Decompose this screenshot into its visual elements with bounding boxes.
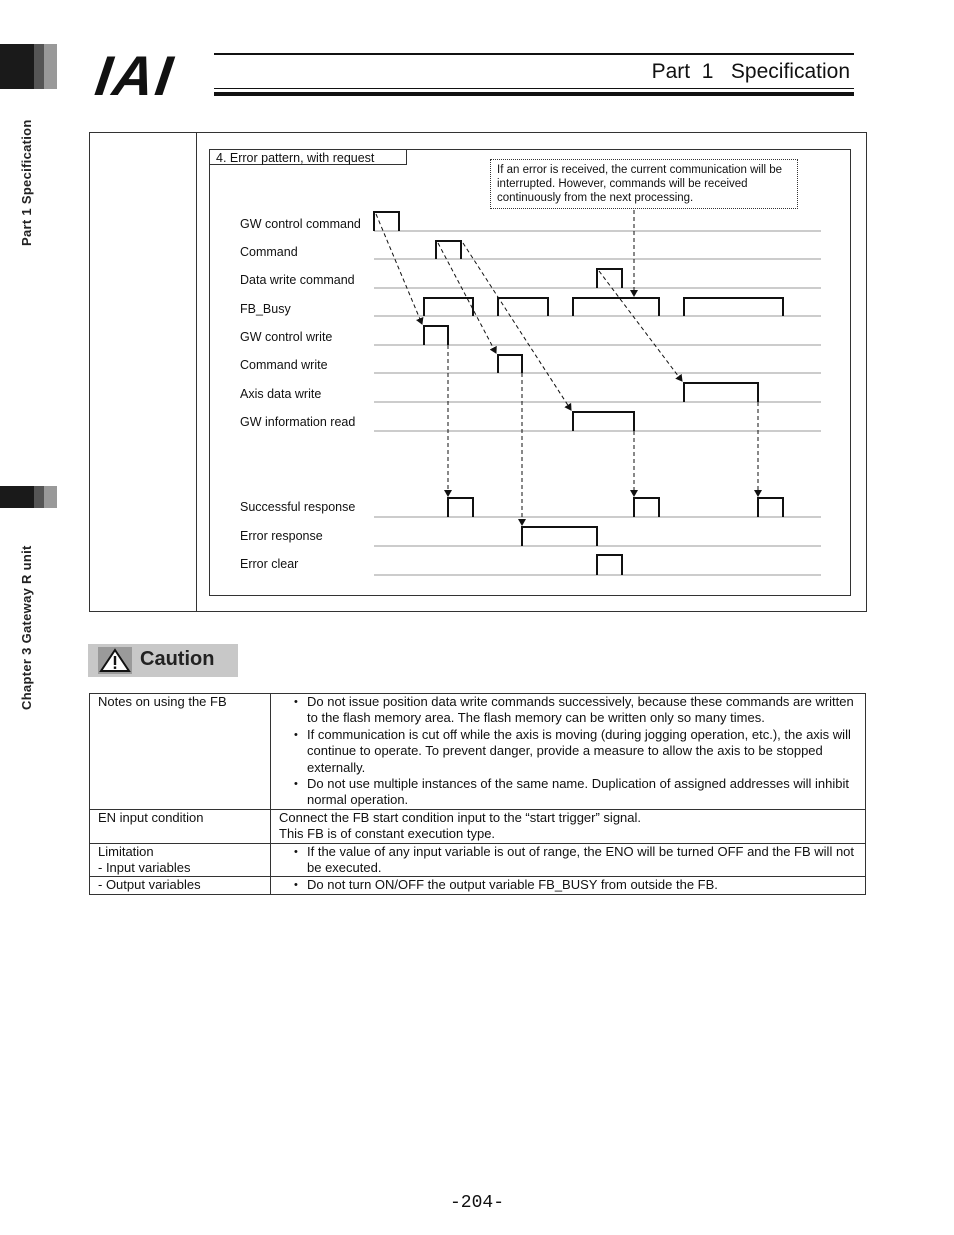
iai-logo: IAI	[91, 44, 179, 107]
en-input-line: Connect the FB start condition input to the “start trigger” signal.	[279, 809, 642, 825]
signal-label-gw-information-read: GW information read	[240, 415, 356, 429]
table-row	[90, 694, 866, 810]
en-input-line: This FB is of constant execution type.	[279, 826, 496, 842]
signal-label-data-write-command: Data write command	[240, 273, 355, 287]
signal-label-axis-data-write: Axis data write	[240, 387, 322, 401]
page-title: Part 1 Specification	[651, 60, 850, 83]
limitation-input-content	[271, 843, 866, 877]
list-item: • If communication is cut off while the axis is moving (during jogging operation, etc.), the axis will continue to operate. To prevent danger, provide a measure to allow the axis to be stopped externally.	[307, 727, 857, 776]
notes-table	[89, 693, 866, 895]
signal-label-gw-control-command: GW control command	[240, 217, 361, 231]
notes-label: Notes on using the FB	[90, 694, 271, 810]
signal-label-gw-control-write: GW control write	[240, 330, 333, 344]
list-item: • If the value of any input variable is out of range, the ENO will be turned OFF and the FB will not be executed.	[307, 844, 857, 877]
page-number: -204-	[449, 1193, 504, 1213]
list-item: • Do not use multiple instances of the same name. Duplication of assigned addresses will inhibit normal operation.	[307, 776, 857, 809]
output-variables-label: - Output variables	[90, 877, 271, 894]
signal-label-error-clear: Error clear	[240, 557, 299, 571]
limitation-output-content	[271, 877, 866, 894]
warning-icon	[98, 647, 132, 674]
en-input-label: EN input condition	[90, 809, 271, 843]
table-row	[90, 843, 866, 877]
input-variables-label: - Input variables	[98, 860, 191, 876]
signal-label-command: Command	[240, 245, 298, 259]
pattern-title: 4. Error pattern, with request	[209, 149, 407, 165]
list-item: • Do not turn ON/OFF the output variable FB_BUSY from outside the FB.	[307, 877, 857, 893]
side-label-chapter: Chapter 3 Gateway R unit	[19, 545, 34, 710]
limitation-title: Limitation	[98, 843, 154, 859]
signal-label-successful-response: Successful response	[240, 500, 356, 514]
list-item: • Do not issue position data write commands successively, because these commands are written to the flash memory area. The flash memory can be written only so many times.	[307, 694, 857, 727]
limitation-label	[90, 843, 271, 877]
signal-label-error-response: Error response	[240, 529, 323, 543]
table-row	[90, 809, 866, 843]
en-input-content	[271, 809, 866, 843]
side-label-part: Part 1 Specification	[19, 119, 34, 246]
diagram-note: If an error is received, the current communication will be interrupted. However, commands will be received continuously from the next processing.	[490, 159, 798, 209]
caution-label: Caution	[140, 648, 215, 670]
signal-label-fb-busy: FB_Busy	[240, 302, 291, 316]
signal-label-command-write: Command write	[240, 358, 328, 372]
caution-banner	[88, 644, 238, 677]
notes-content	[271, 694, 866, 810]
table-row	[90, 877, 866, 894]
